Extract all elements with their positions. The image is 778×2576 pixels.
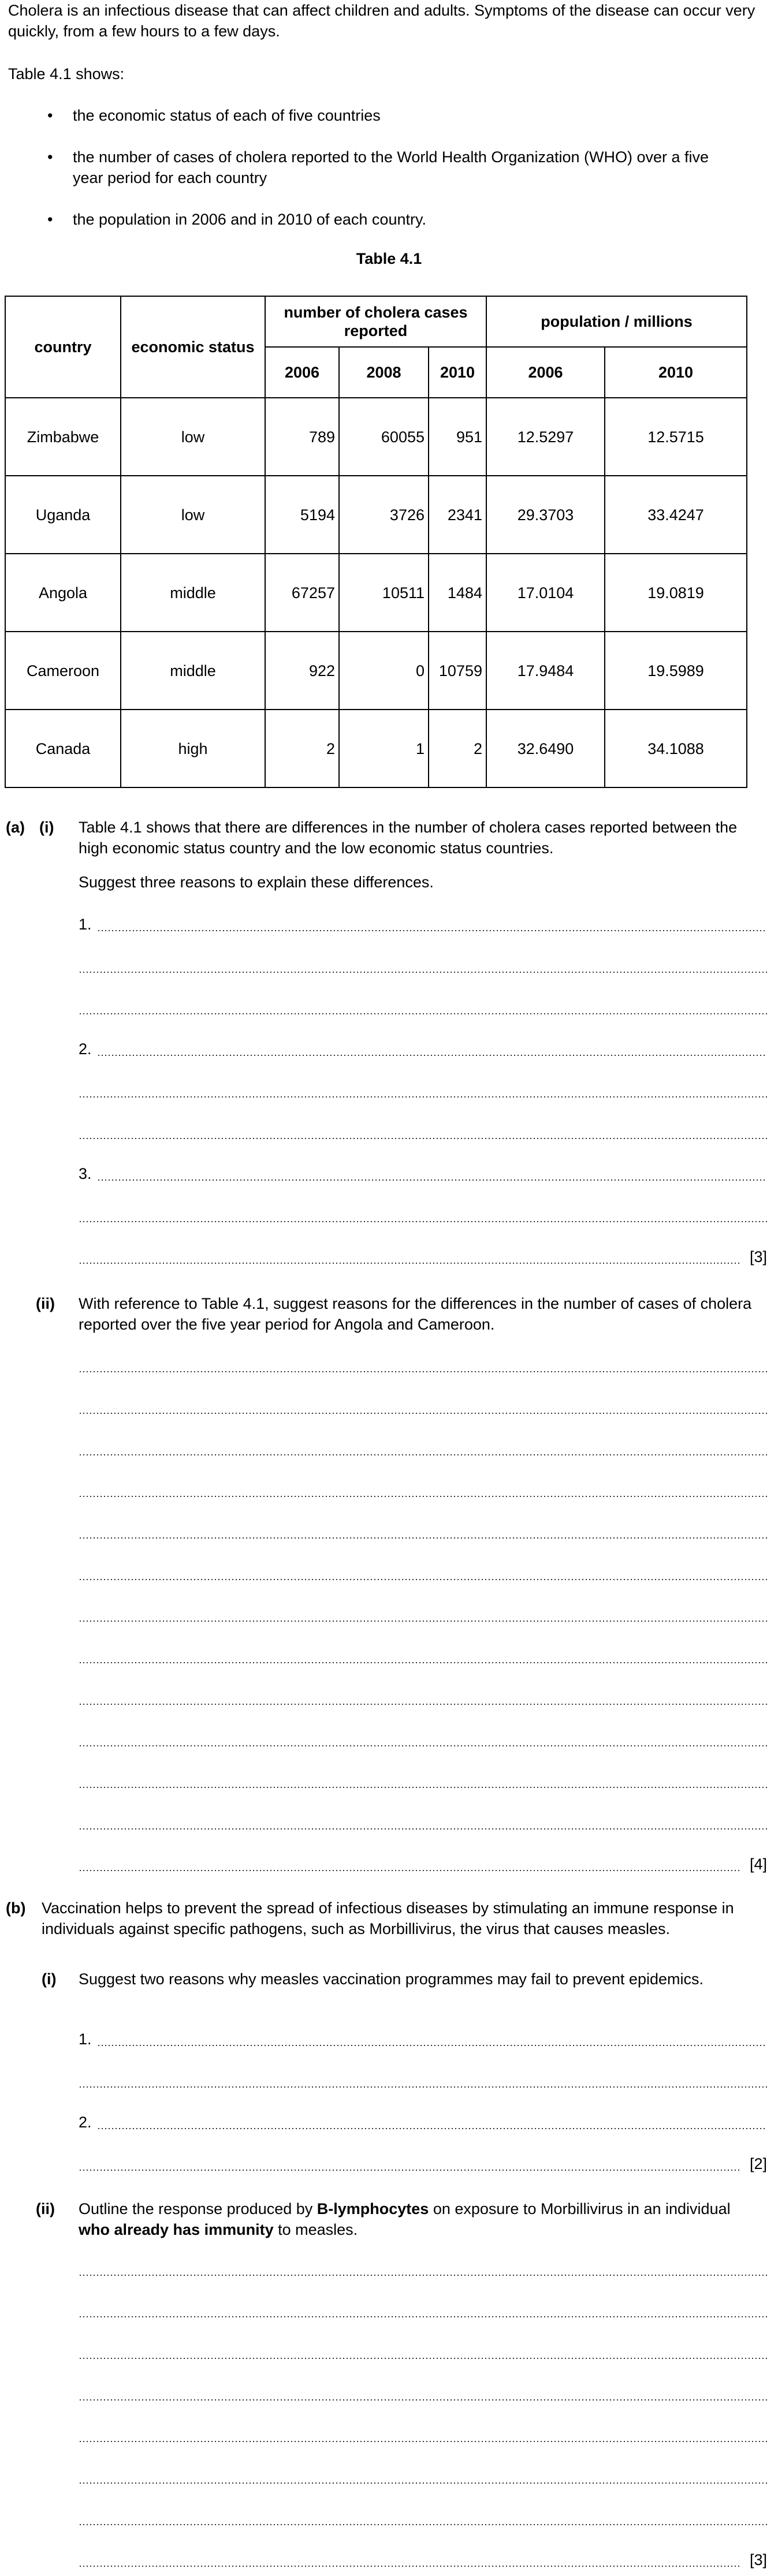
- cell-cases: 2: [429, 710, 486, 787]
- question-a-label: (a): [6, 819, 25, 836]
- answer-line[interactable]: [79, 2112, 767, 2133]
- answer-line[interactable]: [79, 1205, 767, 1226]
- cell-cases: 0: [339, 632, 429, 710]
- answer-line[interactable]: [79, 1246, 767, 1267]
- cell-population: 19.5989: [605, 632, 747, 710]
- cell-cases: 1: [339, 710, 429, 787]
- cell-population: 32.6490: [486, 710, 605, 787]
- cell-country: Cameroon: [5, 632, 121, 710]
- header-year: 2006: [486, 347, 605, 398]
- cell-population: 19.0819: [605, 554, 747, 632]
- cell-cases: 951: [429, 398, 486, 476]
- bullet-text: the economic status of each of five countries: [73, 107, 381, 124]
- question-a-i-text: Table 4.1 shows that there are differences in the number of cholera cases reported between the high economic status country and the low economic status countries.: [79, 819, 738, 857]
- header-year: 2010: [605, 347, 747, 398]
- cell-population: 12.5297: [486, 398, 605, 476]
- marks-label: [3]: [749, 1246, 767, 1267]
- cell-cases: 5194: [265, 476, 339, 554]
- question-a-ii-label: (ii): [36, 1295, 55, 1312]
- answer-line[interactable]: [79, 1438, 767, 1459]
- bullet-text: the number of cases of cholera reported to the World Health Organization (WHO) over a five year period for each country: [73, 148, 709, 186]
- cell-population: 17.0104: [486, 554, 605, 632]
- answer-line[interactable]: [79, 997, 767, 1018]
- cell-cases: 60055: [339, 398, 429, 476]
- cell-country: Angola: [5, 554, 121, 632]
- cell-status: high: [121, 710, 265, 787]
- cell-population: 12.5715: [605, 398, 747, 476]
- answer-line[interactable]: [79, 955, 767, 976]
- question-a-ii-text: With reference to Table 4.1, suggest reasons for the differences in the number of cases of cholera reported over the five year period for Angola and Cameroon.: [79, 1295, 752, 1333]
- cell-population: 29.3703: [486, 476, 605, 554]
- question-text-part: to measles.: [273, 2221, 358, 2238]
- answer-number: 1.: [79, 916, 92, 933]
- cell-cases: 789: [265, 398, 339, 476]
- header-economic-status: economic status: [121, 296, 265, 398]
- answer-line[interactable]: [79, 1812, 767, 1833]
- cell-population: 17.9484: [486, 632, 605, 710]
- cell-cases: 2: [265, 710, 339, 787]
- answer-line[interactable]: [79, 1080, 767, 1101]
- table-row: [5, 476, 747, 554]
- question-text-bold: who already has immunity: [79, 2221, 274, 2238]
- answer-line[interactable]: [79, 2425, 767, 2446]
- answer-line[interactable]: [79, 1771, 767, 1791]
- bullet-icon: •: [47, 148, 53, 166]
- cell-status: low: [121, 476, 265, 554]
- answer-line[interactable]: [79, 1039, 767, 1059]
- answer-number: 3.: [79, 1165, 92, 1182]
- question-b-text: Vaccination helps to prevent the spread of infectious diseases by stimulating an immune response in individuals against specific pathogens, such as Morbillivirus, the virus that causes measles.: [42, 1899, 734, 1937]
- table-caption: Table 4.1: [356, 250, 422, 267]
- cell-status: low: [121, 398, 265, 476]
- cell-country: Canada: [5, 710, 121, 787]
- header-cholera-cases: number of cholera cases reported: [265, 296, 486, 347]
- answer-number: 1.: [79, 2030, 92, 2048]
- bullet-text: the population in 2006 and in 2010 of each country.: [73, 211, 426, 228]
- cell-cases: 2341: [429, 476, 486, 554]
- table-row: [5, 398, 747, 476]
- answer-line[interactable]: [79, 1563, 767, 1584]
- cell-population: 34.1088: [605, 710, 747, 787]
- answer-line[interactable]: [79, 1397, 767, 1417]
- cell-cases: 1484: [429, 554, 486, 632]
- answer-number: 2.: [79, 1040, 92, 1058]
- cell-country: Zimbabwe: [5, 398, 121, 476]
- question-a-i-prompt: Suggest three reasons to explain these differences.: [79, 873, 434, 891]
- question-text-part: Outline the response produced by: [79, 2200, 317, 2217]
- table-row: [5, 554, 747, 632]
- cell-status: middle: [121, 632, 265, 710]
- answer-line[interactable]: [79, 1355, 767, 1376]
- answer-line[interactable]: [79, 2070, 767, 2091]
- answer-line[interactable]: [79, 2153, 767, 2174]
- answer-line[interactable]: [79, 1521, 767, 1542]
- marks-label: [4]: [749, 1854, 767, 1875]
- answer-line[interactable]: [79, 2258, 767, 2279]
- cell-country: Uganda: [5, 476, 121, 554]
- answer-line[interactable]: [79, 2466, 767, 2487]
- bullet-icon: •: [47, 107, 53, 124]
- answer-line[interactable]: [79, 1122, 767, 1143]
- question-b-ii-text: [79, 2198, 766, 2240]
- question-b-ii-label: (ii): [36, 2200, 55, 2217]
- cell-cases: 10759: [429, 632, 486, 710]
- answer-line[interactable]: [79, 2383, 767, 2404]
- table-reference: Table 4.1 shows:: [8, 65, 125, 83]
- marks-label: [2]: [749, 2153, 767, 2174]
- question-a-i-label: (i): [39, 819, 54, 836]
- cell-cases: 10511: [339, 554, 429, 632]
- answer-line[interactable]: [79, 2549, 767, 2570]
- answer-line[interactable]: [79, 2342, 767, 2362]
- question-text-part: on exposure to Morbillivirus in an individual: [429, 2200, 731, 2217]
- answer-line[interactable]: [79, 1604, 767, 1625]
- answer-line[interactable]: [79, 2508, 767, 2529]
- table-row: [5, 632, 747, 710]
- cell-status: middle: [121, 554, 265, 632]
- intro-paragraph: Cholera is an infectious disease that can affect children and adults. Symptoms of the disease can occur very quickly, from a few hours to a few days.: [8, 2, 755, 40]
- header-country: country: [5, 296, 121, 398]
- answer-line[interactable]: [79, 1729, 767, 1750]
- table-row: [5, 710, 747, 787]
- answer-number: 2.: [79, 2114, 92, 2131]
- bullet-icon: •: [47, 211, 53, 228]
- answer-line[interactable]: [79, 2300, 767, 2321]
- cholera-table: [5, 296, 747, 788]
- header-year: 2008: [339, 347, 429, 398]
- header-year: 2010: [429, 347, 486, 398]
- question-b-i-label: (i): [42, 1970, 57, 1988]
- question-b-i-text: Suggest two reasons why measles vaccination programmes may fail to prevent epidemics.: [79, 1970, 703, 1988]
- header-population: population / millions: [486, 296, 747, 347]
- answer-line[interactable]: [79, 1854, 767, 1875]
- cell-population: 33.4247: [605, 476, 747, 554]
- cell-cases: 3726: [339, 476, 429, 554]
- marks-label: [3]: [749, 2549, 767, 2570]
- answer-line[interactable]: [79, 1163, 767, 1184]
- question-text-bold: B-lymphocytes: [317, 2200, 429, 2217]
- answer-line[interactable]: [79, 1688, 767, 1708]
- answer-line[interactable]: [79, 914, 767, 935]
- answer-line[interactable]: [79, 1480, 767, 1500]
- question-b-label: (b): [6, 1899, 26, 1917]
- header-year: 2006: [265, 347, 339, 398]
- cell-cases: 922: [265, 632, 339, 710]
- answer-line[interactable]: [79, 2029, 767, 2049]
- cell-cases: 67257: [265, 554, 339, 632]
- answer-line[interactable]: [79, 1646, 767, 1667]
